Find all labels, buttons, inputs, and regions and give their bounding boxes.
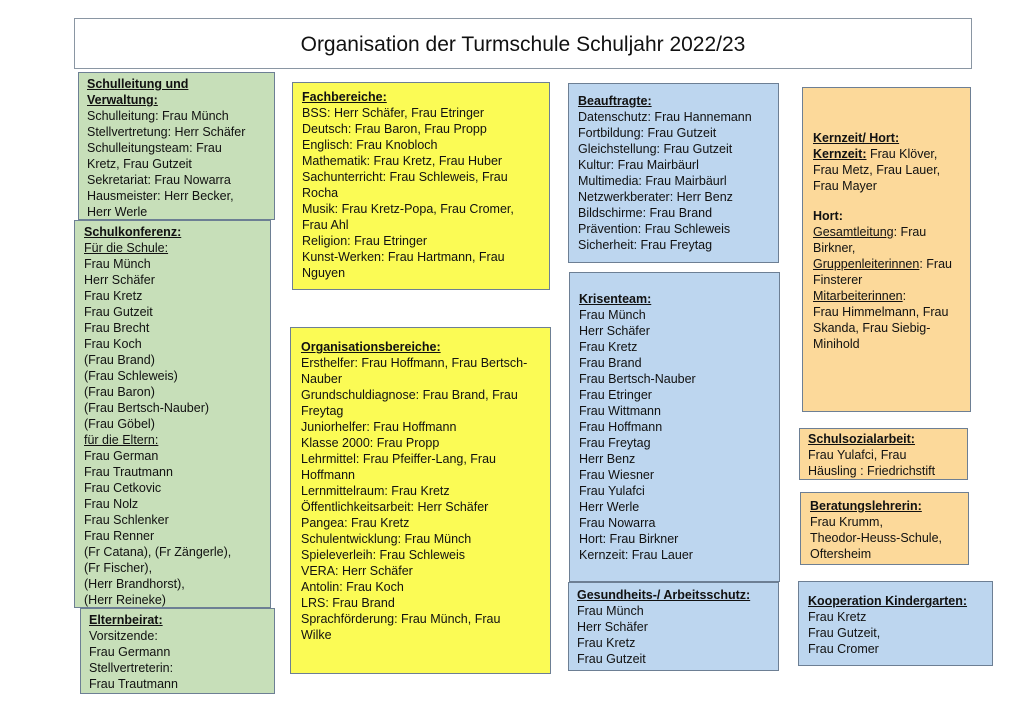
krisenteam-heading: Krisenteam:	[579, 292, 652, 306]
schulkonferenz-schule-line: (Frau Göbel)	[84, 417, 155, 431]
schulleitung-heading-2: Verwaltung:	[87, 93, 158, 107]
schulleitung-line: Kretz, Frau Gutzeit	[87, 157, 192, 171]
elternbeirat-line: Stellvertreterin:	[89, 661, 174, 675]
fachbereiche-list	[302, 105, 540, 281]
schulkonferenz-eltern-line: Frau Nolz	[84, 497, 139, 511]
organisation-line: Pangea: Frau Kretz	[301, 516, 410, 530]
gruppenleiterinnen-label: Gruppenleiterinnen	[813, 257, 920, 271]
schulleitung-line: Hausmeister: Herr Becker,	[87, 189, 234, 203]
beratung-line: Frau Krumm,	[810, 515, 883, 529]
schulsozial-line: Häusling : Friedrichstift	[808, 464, 936, 478]
fachbereiche-line: Nguyen	[302, 266, 346, 280]
beauftragte-line: Netzwerkberater: Herr Benz	[578, 190, 733, 204]
krisenteam-line: Kernzeit: Frau Lauer	[579, 548, 693, 562]
beratung-heading: Beratungslehrerin:	[810, 499, 922, 513]
krisenteam-line: Frau Hoffmann	[579, 420, 663, 434]
schulkonferenz-eltern-line: Frau Schlenker	[84, 513, 169, 527]
beauftragte-line: Multimedia: Frau Mairbäurl	[578, 174, 727, 188]
kooperation-line: Frau Kretz	[808, 610, 867, 624]
kooperation-list	[808, 609, 983, 657]
beauftragte-line: Prävention: Frau Schleweis	[578, 222, 731, 236]
schulkonferenz-schule-line: Frau Münch	[84, 257, 151, 271]
fachbereiche-line: Deutsch: Frau Baron, Frau Propp	[302, 122, 487, 136]
krisenteam-line: Frau Wiesner	[579, 468, 655, 482]
schulkonferenz-schule-line: Frau Koch	[84, 337, 142, 351]
schulkonferenz-schule-line: Herr Schäfer	[84, 273, 155, 287]
mitarbeiterinnen-line: Minihold	[813, 337, 860, 351]
kooperation-line: Frau Cromer	[808, 642, 879, 656]
krisenteam-list	[579, 307, 770, 563]
hort-heading: Kernzeit/ Hort:	[813, 131, 900, 145]
schulkonferenz-schule-line: Frau Brecht	[84, 321, 150, 335]
page-title: Organisation der Turmschule Schuljahr 2022/23	[74, 18, 972, 69]
organisation-line: Hoffmann	[301, 468, 355, 482]
schulkonferenz-schule-list	[84, 256, 264, 432]
elternbeirat-line: Frau Germann	[89, 645, 171, 659]
schulkonferenz-sub-eltern: für die Eltern:	[84, 433, 159, 447]
organisation-line: Klasse 2000: Frau Propp	[301, 436, 440, 450]
schulkonferenz-eltern-line: (Fr Fischer),	[84, 561, 153, 575]
kernzeit-label: Kernzeit:	[813, 147, 867, 161]
schulleitung-box	[78, 72, 275, 220]
mitarbeiterinnen-list	[813, 304, 961, 352]
krisenteam-line: Hort: Frau Birkner	[579, 532, 679, 546]
schulleitung-line: Sekretariat: Frau Nowarra	[87, 173, 231, 187]
organisation-line: Grundschuldiagnose: Frau Brand, Frau	[301, 388, 518, 402]
fachbereiche-heading: Fachbereiche:	[302, 90, 387, 104]
gesundheit-line: Herr Schäfer	[577, 620, 648, 634]
gesamtleitung-line-2: Birkner,	[813, 241, 856, 255]
schulleitung-line: Herr Werle	[87, 205, 148, 219]
organisation-line: Juniorhelfer: Frau Hoffmann	[301, 420, 457, 434]
organisation-line: Lernmittelraum: Frau Kretz	[301, 484, 450, 498]
schulleitung-heading-1: Schulleitung und	[87, 77, 189, 91]
organisation-list	[301, 355, 541, 643]
elternbeirat-list	[89, 628, 268, 692]
schulkonferenz-eltern-line: Frau Trautmann	[84, 465, 173, 479]
organisation-box	[290, 327, 551, 674]
elternbeirat-line: Vorsitzende:	[89, 629, 158, 643]
organisation-line: Wilke	[301, 628, 332, 642]
gesamtleitung-label: Gesamtleitung	[813, 225, 894, 239]
gruppenleiterinnen-rest: : Frau	[919, 257, 952, 271]
schulkonferenz-eltern-line: Frau Cetkovic	[84, 481, 162, 495]
gesamtleitung-rest: : Frau	[893, 225, 927, 239]
fachbereiche-line: Religion: Frau Etringer	[302, 234, 428, 248]
beratung-list	[810, 514, 959, 562]
schulkonferenz-heading: Schulkonferenz:	[84, 225, 182, 239]
schulkonferenz-eltern-line: (Fr Catana), (Fr Zängerle),	[84, 545, 232, 559]
schulkonferenz-schule-line: (Frau Brand)	[84, 353, 155, 367]
gesundheit-list	[577, 603, 770, 667]
schulkonferenz-schule-line: (Frau Schleweis)	[84, 369, 178, 383]
beauftragte-list	[578, 109, 769, 253]
organisation-line: Antolin: Frau Koch	[301, 580, 404, 594]
beauftragte-line: Datenschutz: Frau Hannemann	[578, 110, 752, 124]
krisenteam-line: Herr Schäfer	[579, 324, 650, 338]
organisation-line: Freytag	[301, 404, 344, 418]
schulleitung-line: Schulleitung: Frau Münch	[87, 109, 229, 123]
kernzeit-line: Frau Mayer	[813, 179, 877, 193]
schulleitung-list	[87, 108, 268, 220]
beauftragte-line: Bildschirme: Frau Brand	[578, 206, 713, 220]
schulleitung-line: Schulleitungsteam: Frau	[87, 141, 222, 155]
gruppenleiterinnen-line	[813, 256, 961, 272]
organisation-line: Lehrmittel: Frau Pfeiffer-Lang, Frau	[301, 452, 496, 466]
krisenteam-line: Frau Yulafci	[579, 484, 645, 498]
beauftragte-heading: Beauftragte:	[578, 94, 652, 108]
kooperation-box	[798, 581, 993, 666]
beauftragte-line: Gleichstellung: Frau Gutzeit	[578, 142, 733, 156]
fachbereiche-line: BSS: Herr Schäfer, Frau Etringer	[302, 106, 485, 120]
organisation-heading: Organisationsbereiche:	[301, 340, 441, 354]
schulkonferenz-schule-line: Frau Gutzeit	[84, 305, 153, 319]
mitarbeiterinnen-line	[813, 288, 961, 304]
organisation-line: Spieleverleih: Frau Schleweis	[301, 548, 465, 562]
gesundheit-line: Frau Münch	[577, 604, 644, 618]
krisenteam-line: Frau Etringer	[579, 388, 652, 402]
organisation-line: Schulentwicklung: Frau Münch	[301, 532, 472, 546]
fachbereiche-line: Kunst-Werken: Frau Hartmann, Frau	[302, 250, 505, 264]
beauftragte-line: Fortbildung: Frau Gutzeit	[578, 126, 717, 140]
mitarbeiterinnen-line: Skanda, Frau Siebig-	[813, 321, 931, 335]
kernzeit-first: Frau Klöver,	[866, 147, 938, 161]
krisenteam-line: Frau Bertsch-Nauber	[579, 372, 696, 386]
schulsozial-box	[799, 428, 968, 480]
fachbereiche-box	[292, 82, 550, 290]
krisenteam-line: Frau Freytag	[579, 436, 651, 450]
schulkonferenz-eltern-list	[84, 448, 264, 608]
kernzeit-list	[813, 162, 961, 194]
schulsozial-line: Frau Yulafci, Frau	[808, 448, 907, 462]
schulkonferenz-schule-line: (Frau Bertsch-Nauber)	[84, 401, 210, 415]
organisation-line: Öffentlichkeitsarbeit: Herr Schäfer	[301, 500, 489, 514]
beratung-line: Theodor-Heuss-Schule,	[810, 531, 943, 545]
fachbereiche-line: Frau Ahl	[302, 218, 349, 232]
beratung-line: Oftersheim	[810, 547, 872, 561]
elternbeirat-box	[80, 608, 275, 694]
schulsozial-list	[808, 447, 959, 479]
krisenteam-line: Frau Brand	[579, 356, 642, 370]
kernzeit-line	[813, 146, 961, 162]
fachbereiche-line: Musik: Frau Kretz-Popa, Frau Cromer,	[302, 202, 514, 216]
gesundheit-box	[568, 582, 779, 671]
beratung-box	[800, 492, 969, 565]
beauftragte-box	[568, 83, 779, 263]
gesamtleitung-line	[813, 224, 961, 240]
mitarbeiterinnen-line: Frau Himmelmann, Frau	[813, 305, 949, 319]
fachbereiche-line: Sachunterricht: Frau Schleweis, Frau	[302, 170, 508, 184]
hort-box	[802, 87, 971, 412]
krisenteam-line: Herr Werle	[579, 500, 640, 514]
beauftragte-line: Sicherheit: Frau Freytag	[578, 238, 713, 252]
kernzeit-line: Frau Metz, Frau Lauer,	[813, 163, 941, 177]
schulkonferenz-eltern-line: Frau Renner	[84, 529, 155, 543]
elternbeirat-heading: Elternbeirat:	[89, 613, 163, 627]
schulleitung-line: Stellvertretung: Herr Schäfer	[87, 125, 246, 139]
schulkonferenz-sub-schule: Für die Schule:	[84, 241, 169, 255]
mitarbeiterinnen-label: Mitarbeiterinnen	[813, 289, 903, 303]
fachbereiche-line: Mathematik: Frau Kretz, Frau Huber	[302, 154, 503, 168]
krisenteam-line: Frau Münch	[579, 308, 646, 322]
mitarbeiterinnen-rest: :	[902, 289, 907, 303]
kooperation-heading: Kooperation Kindergarten:	[808, 594, 968, 608]
schulkonferenz-schule-line: (Frau Baron)	[84, 385, 155, 399]
gesundheit-line: Frau Gutzeit	[577, 652, 646, 666]
schulkonferenz-eltern-line: (Herr Brandhorst),	[84, 577, 185, 591]
organisation-line: VERA: Herr Schäfer	[301, 564, 413, 578]
krisenteam-line: Frau Kretz	[579, 340, 638, 354]
schulkonferenz-eltern-line: Frau German	[84, 449, 159, 463]
elternbeirat-line: Frau Trautmann	[89, 677, 178, 691]
kooperation-line: Frau Gutzeit,	[808, 626, 881, 640]
organisation-line: Ersthelfer: Frau Hoffmann, Frau Bertsch-	[301, 356, 528, 370]
krisenteam-box	[569, 272, 780, 582]
schulsozial-heading: Schulsozialarbeit:	[808, 432, 915, 446]
gesundheit-heading: Gesundheits-/ Arbeitsschutz:	[577, 588, 751, 602]
gesundheit-line: Frau Kretz	[577, 636, 636, 650]
fachbereiche-line: Englisch: Frau Knobloch	[302, 138, 438, 152]
organisation-line: LRS: Frau Brand	[301, 596, 395, 610]
organisation-line: Sprachförderung: Frau Münch, Frau	[301, 612, 501, 626]
beauftragte-line: Kultur: Frau Mairbäurl	[578, 158, 699, 172]
hort-label: Hort:	[813, 209, 843, 223]
krisenteam-line: Frau Wittmann	[579, 404, 661, 418]
schulkonferenz-box	[74, 220, 271, 608]
schulkonferenz-eltern-line: (Herr Reineke)	[84, 593, 166, 607]
krisenteam-line: Frau Nowarra	[579, 516, 656, 530]
gruppenleiterinnen-line-2: Finsterer	[813, 273, 863, 287]
organisation-line: Nauber	[301, 372, 342, 386]
krisenteam-line: Herr Benz	[579, 452, 636, 466]
fachbereiche-line: Rocha	[302, 186, 339, 200]
schulkonferenz-schule-line: Frau Kretz	[84, 289, 143, 303]
